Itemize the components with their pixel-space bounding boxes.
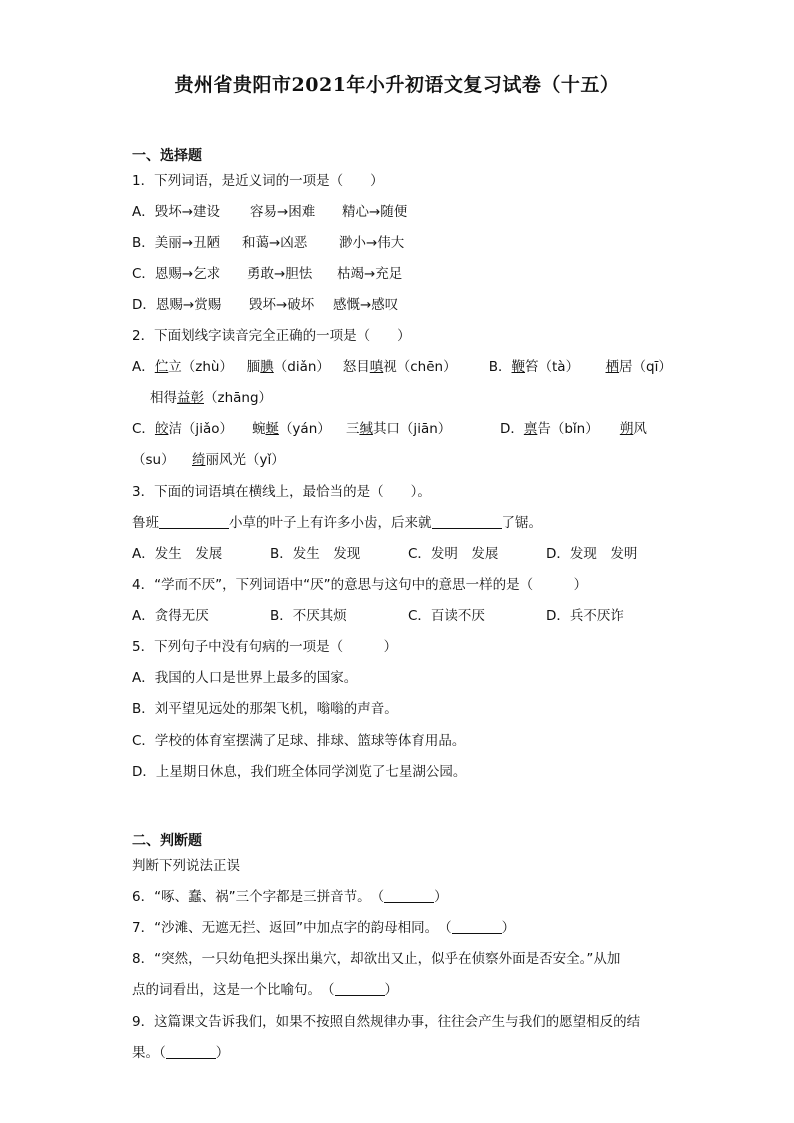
q5-stem: 5．下列句子中没有句病的一项是（ ）: [132, 639, 398, 655]
q1-option-b: B．美丽→丑陋 和蔼→凶恶 渺小→伟大: [132, 235, 405, 251]
q1-option-c: C．恩赐→乞求 勇敢→胆怯 枯竭→充足: [132, 266, 403, 282]
q3-blank-1[interactable]: [159, 514, 229, 529]
q2-option-d-cont: （su） 绮丽风光（yǐ）: [132, 452, 285, 468]
q9-answer-blank[interactable]: [166, 1044, 216, 1059]
q2-option-b-cont: 相得益彰（zhāng）: [150, 390, 273, 406]
q2-option-c-d: C．皎洁（jiǎo） 蜿蜒（yán） 三缄其口（jiān） D．禀告（bǐn） 朔风: [132, 421, 647, 437]
q2-stem: 2．下面划线字读音完全正确的一项是（ ）: [132, 328, 411, 344]
q5-option-c: C．学校的体育室摆满了足球、排球、篮球等体育用品。: [132, 733, 466, 749]
q8-line-1: 8．“突然，一只幼龟把头探出巢穴，却欲出又止，似乎在侦察外面是否安全。”从加: [132, 951, 621, 967]
q8-line-2: 点的词看出，这是一个比喻句。 （ ）: [132, 982, 398, 998]
q3-sentence: 鲁班 小草的叶子上有许多小齿，后来就 了锯。: [132, 515, 542, 531]
q1-stem: 1．下列词语，是近义词的一项是（ ）: [132, 173, 384, 189]
q8-answer-blank[interactable]: [335, 981, 385, 996]
q6: 6．“啄、蠢、祸”三个字都是三拼音节。 （ ）: [132, 889, 448, 905]
q4-options: A．贪得无厌 B．不厌其烦 C．百读不厌 D．兵不厌诈: [132, 608, 624, 624]
q6-answer-blank[interactable]: [384, 888, 434, 903]
q9-line-1: 9．这篇课文告诉我们，如果不按照自然规律办事，往往会产生与我们的愿望相反的结: [132, 1014, 641, 1030]
q1-option-d: D．恩赐→赏赐 毁坏→破坏 感慨→感叹: [132, 297, 399, 313]
q7: 7．“沙滩、无遮无拦、返回”中加点字的韵母相同。 （ ）: [132, 920, 516, 936]
q2-option-a-b: A．伫立（zhù） 腼腆（diǎn） 怒目嗔视（chēn） B．鞭笞（tà） 栖居（qī）: [132, 359, 672, 375]
judge-instruction: 判断下列说法正误: [132, 858, 240, 874]
q3-blank-2[interactable]: [432, 514, 502, 529]
q3-options: A．发生 发展 B．发生 发现 C．发明 发展 D．发现 发明: [132, 546, 638, 562]
q7-answer-blank[interactable]: [452, 919, 502, 934]
q9-line-2: 果。（ ）: [132, 1045, 230, 1061]
q1-option-a: A．毁坏→建设 容易→困难 精心→随便: [132, 204, 408, 220]
q5-option-d: D．上星期日休息，我们班全体同学浏览了七星湖公园。: [132, 764, 467, 780]
page-title: 贵州省贵阳市2021年小升初语文复习试卷（十五）: [174, 74, 620, 96]
q5-option-b: B．刘平望见远处的那架飞机，嗡嗡的声音。: [132, 701, 398, 717]
q4-stem: 4．“学而不厌”，下列词语中“厌”的意思与这句中的意思一样的是（ ）: [132, 577, 588, 593]
q3-stem: 3．下面的词语填在横线上，最恰当的是（ ）。: [132, 484, 431, 500]
q5-option-a: A．我国的人口是世界上最多的国家。: [132, 670, 358, 686]
section-heading-judge: 二、判断题: [132, 833, 202, 849]
section-heading-choice: 一、选择题: [132, 148, 202, 164]
